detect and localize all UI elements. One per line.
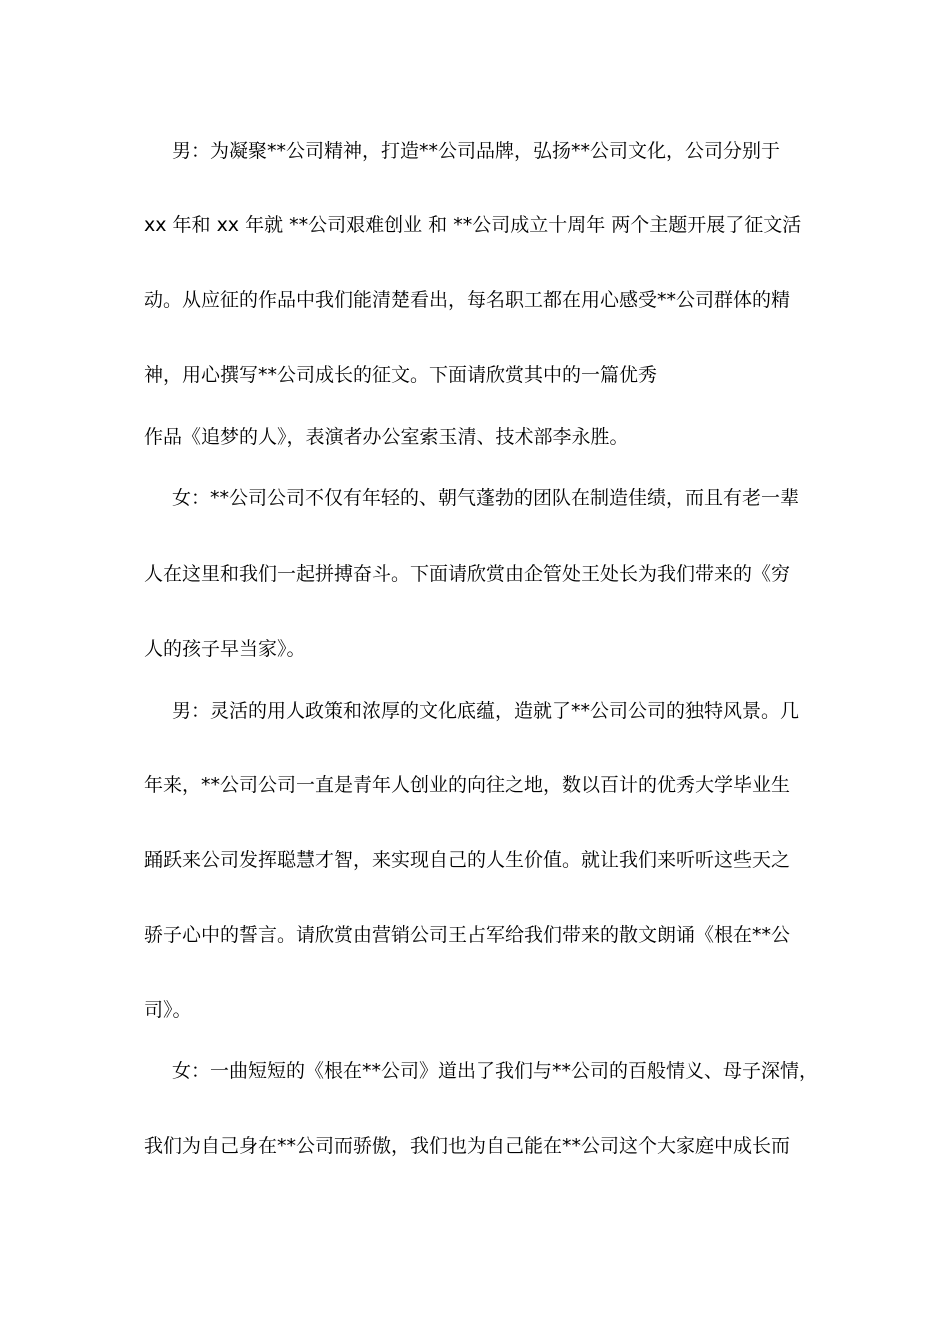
- paragraph-2-line-2: 人在这里和我们一起拼搏奋斗。下面请欣赏由企管处王处长为我们带来的《穷: [144, 563, 791, 585]
- paragraph-2-line-3: 人的孩子早当家》。: [144, 638, 306, 660]
- paragraph-3-line-4: 骄子心中的誓言。请欣赏由营销公司王占军给我们带来的散文朗诵《根在**公: [144, 924, 791, 946]
- paragraph-1-line-3: 动。从应征的作品中我们能清楚看出，每名职工都在用心感受**公司群体的精: [144, 289, 791, 311]
- paragraph-4-line-2: 我们为自己身在**公司而骄傲，我们也为自己能在**公司这个大家庭中成长而: [144, 1135, 791, 1157]
- paragraph-1-line-1: 男：为凝聚**公司精神，打造**公司品牌，弘扬**公司文化，公司分别于: [172, 140, 781, 162]
- paragraph-3-line-5: 司》。: [144, 999, 192, 1021]
- paragraph-2-line-1: 女：**公司公司不仅有年轻的、朝气蓬勃的团队在制造佳绩，而且有老一辈: [172, 487, 800, 509]
- paragraph-1-line-5: 作品《追梦的人》，表演者办公室索玉清、技术部李永胜。: [144, 426, 629, 448]
- paragraph-4-line-1: 女：一曲短短的《根在**公司》道出了我们与**公司的百般情义、母子深情，: [172, 1060, 819, 1082]
- paragraph-1-line-2: xx 年和 xx 年就 **公司艰难创业 和 **公司成立十周年 两个主题开展了征文活: [144, 214, 802, 236]
- paragraph-3-line-3: 踊跃来公司发挥聪慧才智，来实现自己的人生价值。就让我们来听听这些天之: [144, 849, 791, 871]
- paragraph-3-line-1: 男：灵活的用人政策和浓厚的文化底蕴，造就了**公司公司的独特风景。几: [172, 700, 800, 722]
- paragraph-1-line-4: 神，用心撰写**公司成长的征文。下面请欣赏其中的一篇优秀: [144, 364, 658, 386]
- paragraph-3-line-2: 年来，**公司公司一直是青年人创业的向往之地，数以百计的优秀大学毕业生: [144, 774, 791, 796]
